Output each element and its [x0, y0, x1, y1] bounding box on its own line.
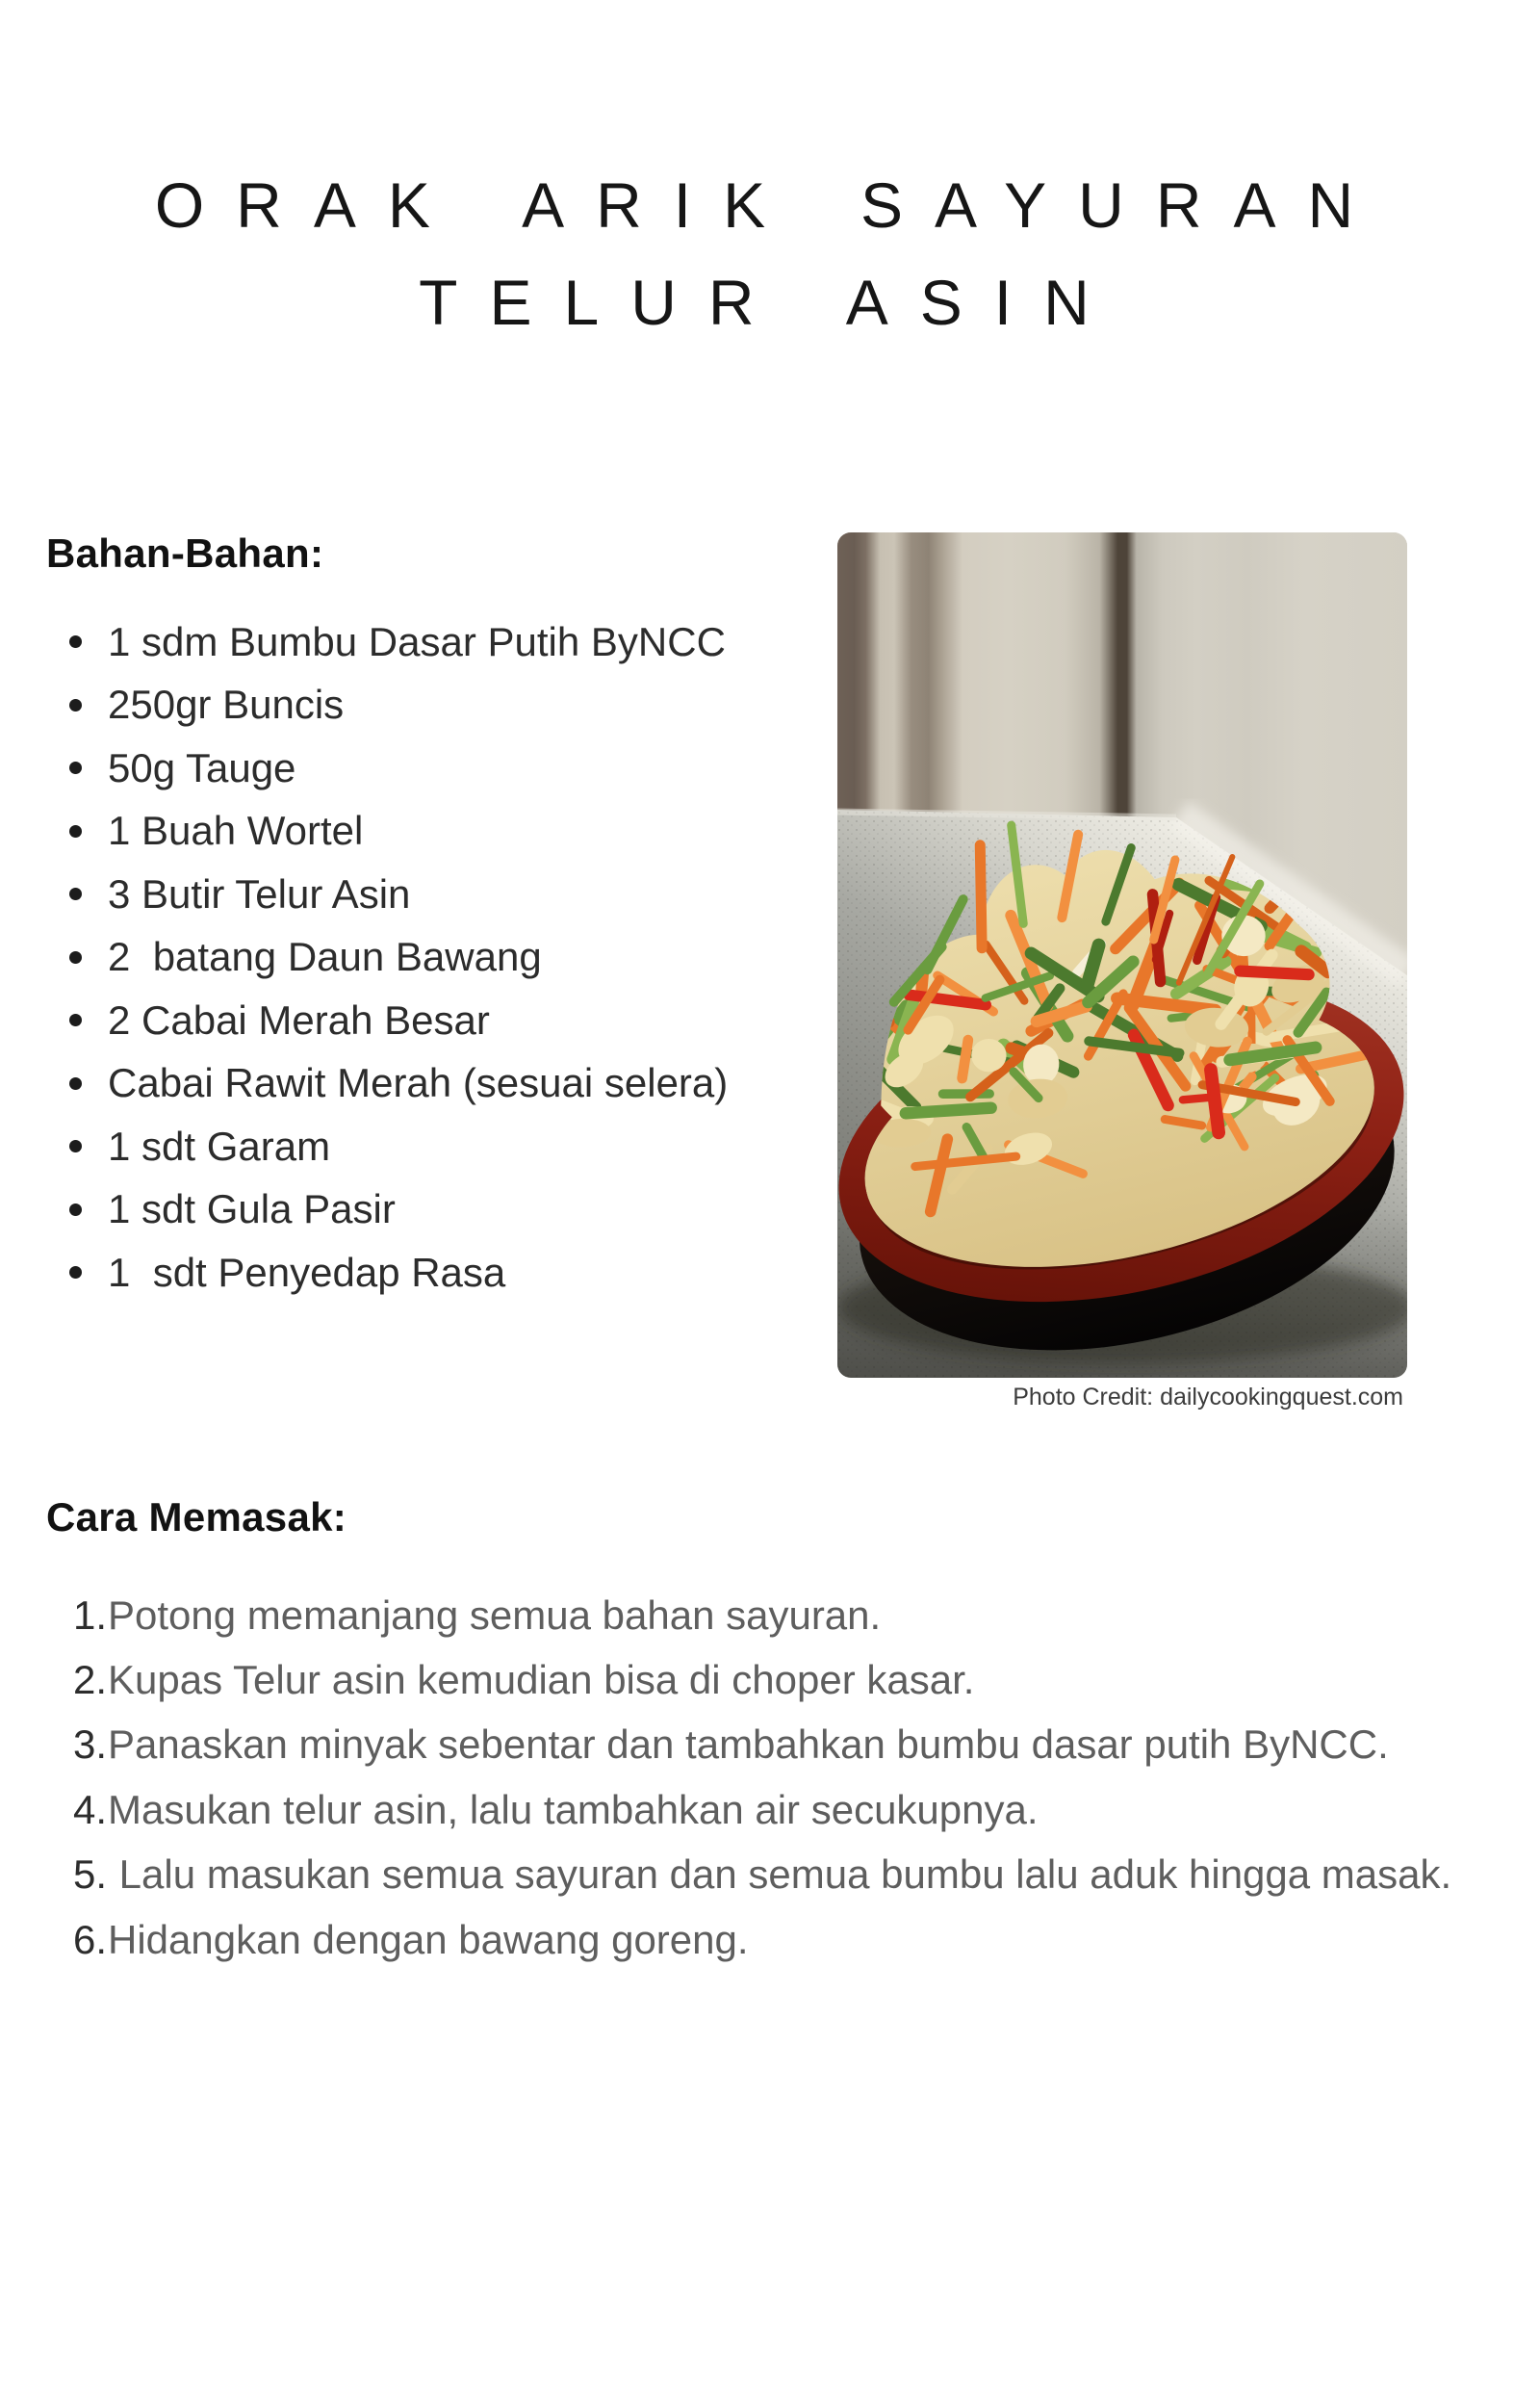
ingredient-text: 1 sdm Bumbu Dasar Putih ByNCC: [108, 618, 726, 664]
ingredient-item: [69, 989, 728, 1052]
instruction-number: 1.: [73, 1592, 108, 1638]
bullet-dot-icon: [69, 825, 82, 838]
ingredient-text: 50g Tauge: [108, 744, 296, 790]
ingredient-text: 2 Cabai Merah Besar: [108, 996, 490, 1043]
instruction-text: Kupas Telur asin kemudian bisa di choper kasar.: [108, 1657, 975, 1703]
instruction-text: Masukan telur asin, lalu tambahkan air secukupnya.: [108, 1786, 1039, 1832]
recipe-photo: [837, 532, 1407, 1378]
ingredient-item: [69, 737, 728, 800]
ingredient-item: [69, 863, 728, 926]
instruction-text: Hidangkan dengan bawang goreng.: [108, 1916, 749, 1962]
ingredient-text: 1 sdt Penyedap Rasa: [108, 1249, 506, 1295]
instruction-text: Panaskan minyak sebentar dan tambahkan bumbu dasar putih ByNCC.: [108, 1721, 1389, 1768]
recipe-title: [0, 157, 1540, 351]
ingredient-item: [69, 800, 728, 864]
instruction-number: 3.: [73, 1721, 108, 1768]
bullet-dot-icon: [69, 1014, 82, 1026]
ingredient-item: [69, 1241, 728, 1305]
ingredient-item: [69, 1052, 728, 1116]
ingredient-text: 250gr Buncis: [108, 682, 345, 728]
instruction-item: [73, 1647, 1451, 1712]
instruction-item: [73, 1583, 1451, 1647]
bullet-dot-icon: [69, 635, 82, 648]
recipe-title-line1: ORAK ARIK SAYURAN: [154, 169, 1386, 241]
ingredients-list: [69, 610, 728, 1305]
instruction-number: 6.: [73, 1916, 108, 1962]
bullet-dot-icon: [69, 951, 82, 964]
photo-credit: Photo Credit: dailycookingquest.com: [1013, 1384, 1403, 1411]
instructions-heading: Cara Memasak:: [46, 1494, 347, 1540]
ingredient-item: [69, 1178, 728, 1242]
ingredient-text: 1 Buah Wortel: [108, 808, 364, 854]
instructions-list: [73, 1583, 1451, 1972]
instruction-number: 5.: [73, 1851, 108, 1898]
instruction-item: [73, 1713, 1451, 1777]
instruction-text: Potong memanjang semua bahan sayuran.: [108, 1592, 882, 1638]
instruction-item: [73, 1843, 1451, 1907]
bullet-dot-icon: [69, 1140, 82, 1152]
bullet-dot-icon: [69, 762, 82, 774]
ingredient-item: [69, 674, 728, 738]
instruction-item: [73, 1907, 1451, 1972]
bullet-dot-icon: [69, 888, 82, 900]
ingredient-item: [69, 610, 728, 674]
recipe-title-line2: TELUR ASIN: [419, 267, 1121, 338]
instruction-text: Lalu masukan semua sayuran dan semua bumbu lalu aduk hingga masak.: [108, 1851, 1452, 1898]
ingredient-text: 1 sdt Garam: [108, 1123, 331, 1169]
bullet-dot-icon: [69, 1077, 82, 1090]
instruction-item: [73, 1777, 1451, 1842]
ingredient-item: [69, 926, 728, 990]
bullet-dot-icon: [69, 699, 82, 712]
bullet-dot-icon: [69, 1204, 82, 1216]
ingredient-text: 2 batang Daun Bawang: [108, 934, 542, 980]
ingredient-text: 3 Butir Telur Asin: [108, 870, 411, 917]
ingredient-text: Cabai Rawit Merah (sesuai selera): [108, 1060, 729, 1106]
bullet-dot-icon: [69, 1266, 82, 1279]
instruction-number: 2.: [73, 1657, 108, 1703]
ingredients-heading: Bahan-Bahan:: [46, 531, 324, 576]
instruction-number: 4.: [73, 1786, 108, 1832]
ingredient-item: [69, 1115, 728, 1178]
ingredient-text: 1 sdt Gula Pasir: [108, 1186, 396, 1232]
